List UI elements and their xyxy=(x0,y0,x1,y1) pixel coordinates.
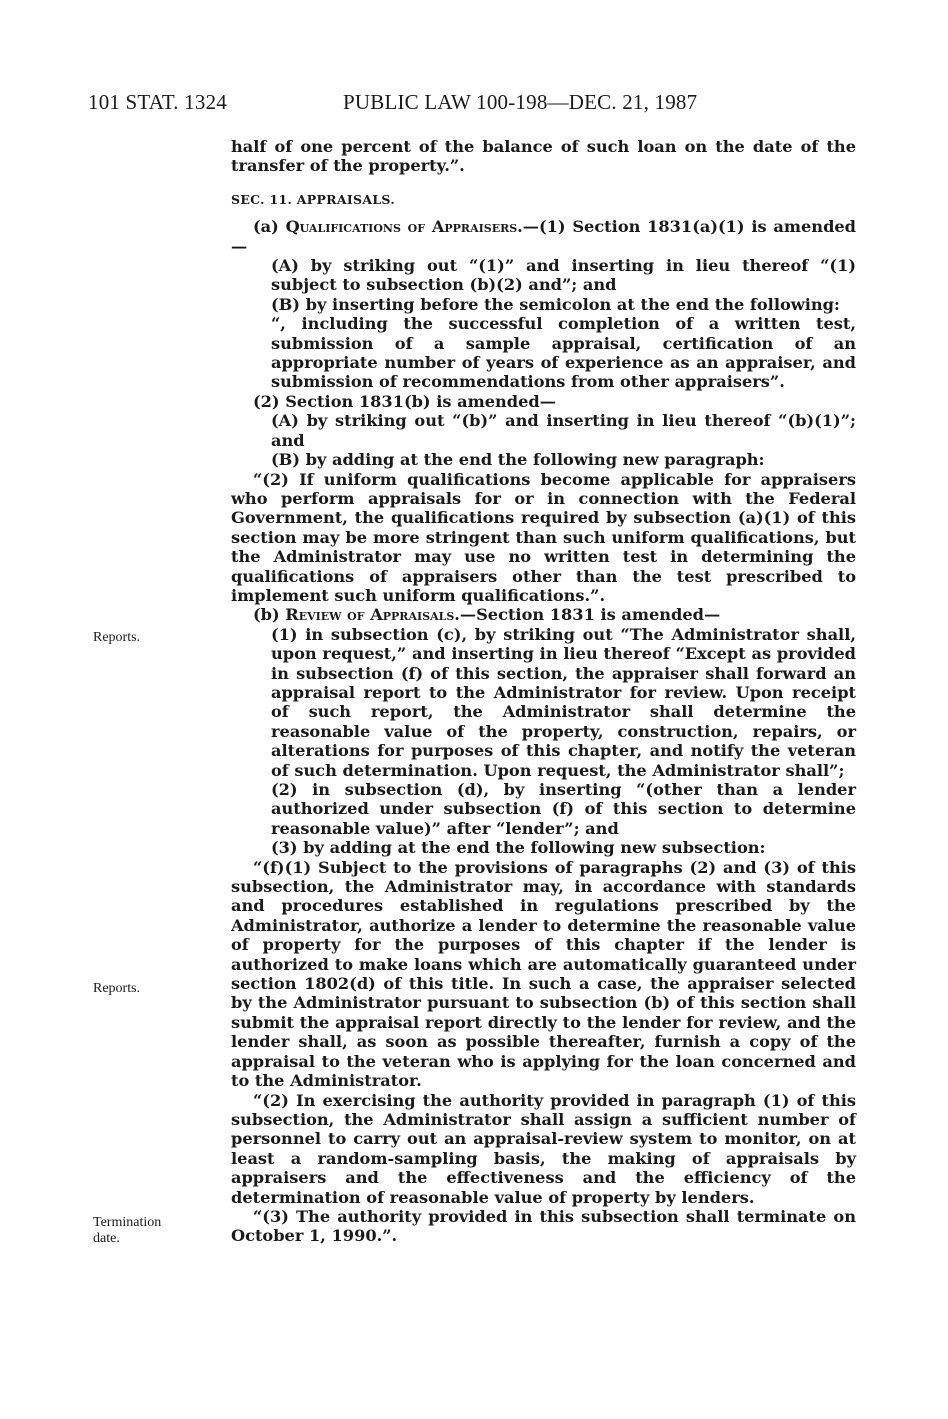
document-body xyxy=(231,137,856,1246)
paragraph-f1: “(f)(1) Subject to the provisions of paragraphs (2) and (3) of this subsection, the Administrator may, in accordance with standards and procedures established in regulations prescribed by the Administrator, authorize a lender to determine the reasonable value of property for the purposes of this chapter if the lender is authorized to make loans which are automatically guaranteed under section 1802(d) of this title. In such a case, the appraiser selected by the Administrator pursuant to subsection (b) of this section shall submit the appraisal report directly to the lender for review, and the lender shall, as soon as possible thereafter, furnish a copy of the appraisal to the veteran who is applying for the loan concerned and to the Administrator. xyxy=(231,857,856,1091)
margin-note-line: Termination xyxy=(93,1215,162,1230)
page-header xyxy=(88,90,858,120)
stat-citation: 101 STAT. 1324 xyxy=(88,90,227,114)
paragraph-a1A: (A) by striking out “(1)” and inserting in lieu thereof “(1) subject to subsection (b)(2) and”; and xyxy=(271,256,856,295)
margin-note-line: date. xyxy=(93,1231,120,1246)
subsection-heading: Qualifications of Appraisers xyxy=(285,217,518,237)
paragraph-a2: (2) Section 1831(b) is amended— xyxy=(253,391,556,411)
margin-note-termination-date xyxy=(93,1215,161,1247)
paragraph-f2: “(2) In exercising the authority provided in paragraph (1) of this subsection, the Administrator shall assign a sufficient number of personnel to carry out an appraisal-review system to monitor, on at least a random-sampling basis, the making of appraisals by appraisers and the effectiveness and the efficiency of the determination of reasonable value of property by lenders. xyxy=(231,1090,856,1207)
paragraph-a1B-intro: (B) by inserting before the semicolon at the end the following: xyxy=(271,294,840,314)
margin-note-reports: Reports. xyxy=(93,630,141,645)
paragraph-f3: “(3) The authority provided in this subsection shall terminate on October 1, 1990.”. xyxy=(231,1206,856,1246)
subsection-text: .—(1) Section 1831(a)(1) is amended— xyxy=(231,217,856,256)
subsection-label: (a) xyxy=(253,217,286,237)
paragraph-continuation: half of one percent of the balance of such loan on the date of the transfer of the property.”. xyxy=(231,137,856,176)
paragraph-a2B: (B) by adding at the end the following new paragraph: xyxy=(271,450,765,470)
section-heading: SEC. 11. APPRAISALS. xyxy=(231,191,395,207)
paragraph-b3: (3) by adding at the end the following new subsection: xyxy=(271,838,766,858)
subsection-label: (b) xyxy=(253,605,286,625)
subsection-text: .—Section 1831 is amended— xyxy=(454,605,721,625)
paragraph-a1B-text: “, including the successful completion of a written test, submission of a sample appraisal, certification of an appropriate number of years of experience as an appraiser, and submission of recommendations from other appraisers”. xyxy=(271,314,856,392)
subsection-heading: Review of Appraisals xyxy=(285,605,455,625)
margin-note-reports: Reports. xyxy=(93,981,141,996)
paragraph-b1: (1) in subsection (c), by striking out “The Administrator shall, upon request,” and inserting in lieu thereof “Except as provided in subsection (f) of this section, the appraiser shall forward an appraisal report to the Administrator for review. Upon receipt of such report, the Administrator shall determine the reasonable value of the property, construction, repairs, or alterations for purposes of this chapter, and notify the veteran of such determination. Upon request, the Administrator shall”; xyxy=(271,624,856,780)
paragraph-b2: (2) in subsection (d), by inserting “(other than a lender authorized under subsection (f) of this section to determine reasonable value)” after “lender”; and xyxy=(271,780,856,838)
public-law-title: PUBLIC LAW 100-198—DEC. 21, 1987 xyxy=(343,90,698,114)
subsection-b xyxy=(231,605,856,624)
paragraph-a2A: (A) by striking out “(b)” and inserting in lieu thereof “(b)(1)”; and xyxy=(271,411,856,450)
subsection-a xyxy=(231,217,856,256)
paragraph-a2-quote: “(2) If uniform qualifications become applicable for appraisers who perform appraisals for or in connection with the Federal Government, the qualifications required by subsection (a)(1) of this section may be more stringent than such uniform qualifications, but the Administrator may use no written test in determining the qualifications of appraisers other than the test prescribed to implement such uniform qualifications.”. xyxy=(231,469,856,605)
